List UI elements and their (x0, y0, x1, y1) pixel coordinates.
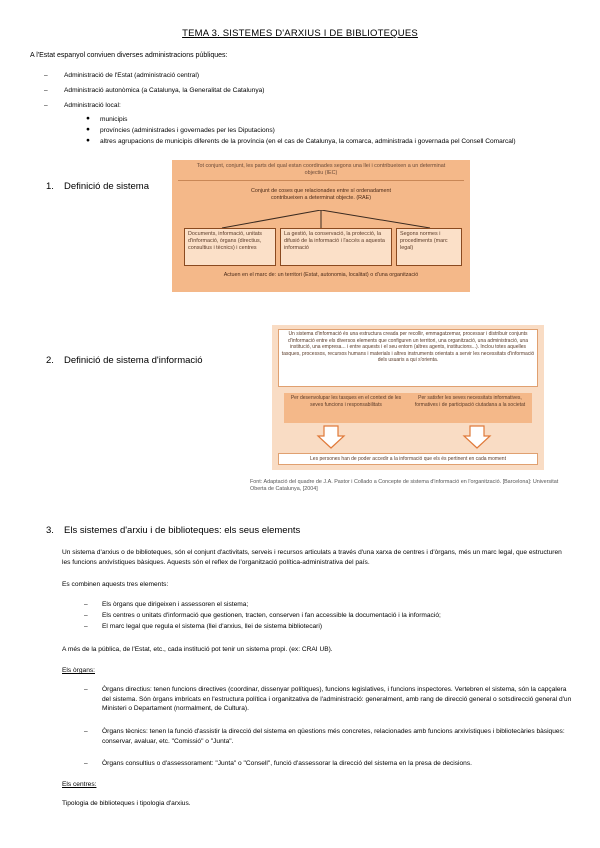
diagram-left-box: Per desenvolupar les tasques en el context de les seves funcions i responsabilitats (284, 393, 408, 423)
diagram-connectors (172, 210, 470, 230)
diagram-footer-text: Les persones han de poder accedir a la informació que els és pertinent en cada moment (278, 453, 538, 465)
own-system-note: A més de la pública, de l'Estat, etc., cada institució pot tenir un sistema propi. (ex: CRAI UB). (62, 646, 333, 653)
diagram-bottom-text: Actuen en el marc de: un territori (Estat, autonomia, localitat) o d'una organització (223, 272, 419, 278)
bullet-icon: ● (86, 137, 90, 144)
bullet-icon: ● (86, 126, 90, 133)
document-page: TEMA 3. SISTEMES D'ARXIUS I DE BIBLIOTEQUES A l'Estat espanyol conviuen diverses administracions públiques: – Administració de l'Estat (administració central) – Administració autonòmica (a Catalunya, la Generalitat de Catalunya) – Administració local: ● municipis ● províncies (administrades i governades per les Diputacions) ● altres agrupacions de municipis diferents de la província (en el cas de Catalunya, la comarca, administrada i governada pel Consell Comarcal) 1. Definició de sistema Tot conjunt, conjunt, les parts del qual estan coordinades segons una llei i contribueixen a un determinat objectiu (IEC) Conjunt de coses que relacionades entre sí ordenadament contribueixen a determinat objecte. (RAE) Documents, informació, unitats d'informació, òrgans (directius, consultius i tècnics) i centres La gestió, la conservació, la protecció, la difusió de la informació i l'accés a aquesta informació Segons normes i procediments (marc legal) Actuen en el marc de: un territori (Estat, autonomia, localitat) o d'una organització 2. Definició de sistema d'informació Un sistema d'informació és una estructura creada per recollir, emmagatzemar, processar i distribuir conjunts d'informació entre els diversos elements que configuren un territori, una organització, una administració, una institució, una empresa... i entre aquests i el seu entorn (altres agents, institucions...). Inclou totes aquelles tasques, processos, recursos humans i materials i altres instruments orientats a servir les necessitats d'informació dels usuaris a qui s'orienta. Per desenvolupar les tasques en el context de les seves funcions i responsabilitats Per satisfer les seves necessitats informatives, formatives i de participació ciutadana a la societat Les persones han de poder accedir a la informació que els és pertinent en cada moment Font: Adaptació del quadre de J.A. Pastor i Collado a Concepte de sistema d'informació en l'organització. [Barcelona]: Universitat Oberta de Catalunya, [2004] 3. Els sistemes d'arxiu i de biblioteques: els seus elements Un sistema d'arxius o de biblioteques, són el conjunt d'activitats, serveis i recursos articulats a través d'una xarxa de centres i d'òrgans, més un marc legal, que estructuren les funcions arxivístiques bàsiques. Aquests són el reflex de l'organització política-administrativa del país. Es combinen aquests tres elements: – Els òrgans que dirigeixen i assessoren el sistema; – Els centres o unitats d'informació que gestionen, tracten, conserven i fan accessible la documentació i la informació; – El marc legal que regula el sistema (llei d'arxius, llei de sistema bibliotecari) A més de la pública, de l'Estat, etc., cada institució pot tenir un sistema propi. (ex: CRAI UB). Els òrgans: – Òrgans directius: tenen funcions directives (coordinar, dissenyar polítiques), funcions legislatives, i funcions inspectores. Vertebren el sistema, són la capçalera del sistema. Són òrgans imbricats en l'estructura política i organitzativa de l'administració: generalment, amb rang de direcció general o sotsdirecció general d'un Ministeri o Departament (normalment, de Cultura). – Òrgans tècnics: tenen la funció d'assistir la direcció del sistema en qüestions més concretes, relacionades amb funcions arxivístiques i bibliotecàries bàsiques: conservar, avaluar, etc. "Comissió" o "Junta". – Òrgans consultius o d'assessorament: "Junta" o "Consell", funció d'assessorar la direcció del sistema en la presa de decisions. Els centres: Tipologia de biblioteques i tipologia d'arxius. (0, 0, 600, 848)
down-arrow-icon (316, 425, 346, 449)
organs-heading: Els òrgans: (62, 667, 95, 674)
diagram-box-elements: Documents, informació, unitats d'informació, òrgans (directius, consultius i tècnics) i centres (184, 228, 276, 266)
intro-text: A l'Estat espanyol conviuen diverses administracions públiques: (30, 52, 228, 59)
connector-line (321, 210, 430, 228)
diagram-top-text: Tot conjunt, conjunt, les parts del qual estan coordinades segons una llei i contribueixen a un determinat objectiu (IEC) (196, 163, 446, 176)
connector-line (222, 210, 321, 228)
diagram-box-norms: Segons normes i procediments (marc legal) (396, 228, 462, 266)
bullet-icon: ● (86, 115, 90, 122)
diagram-source-caption: Font: Adaptació del quadre de J.A. Pastor i Collado a Concepte de sistema d'informació en l'organització. [Barcelona]: Universitat Oberta de Catalunya, [2004] (250, 479, 559, 492)
section3-paragraph: Un sistema d'arxius o de biblioteques, són el conjunt d'activitats, serveis i recursos articulats a través d'una xarxa de centres i d'òrgans, més un marc legal, que estructuren les funcions arxivístiques bàsiques. Aquests són el reflex de l'organització política-administrativa del país. (62, 549, 562, 566)
page-title: TEMA 3. SISTEMES D'ARXIUS I DE BIBLIOTEQUES (182, 28, 418, 39)
divider (178, 180, 464, 181)
centres-heading: Els centres: (62, 781, 97, 788)
diagram-center-text: Conjunt de coses que relacionades entre sí ordenadament contribueixen a determinat objecte. (RAE) (251, 188, 391, 201)
down-arrow-icon (462, 425, 492, 449)
system-definition-diagram (172, 160, 470, 292)
diagram-box-functions: La gestió, la conservació, la protecció, la difusió de la informació i l'accés a aquesta informació (280, 228, 392, 266)
diagram-main-text: Un sistema d'informació és una estructura creada per recollir, emmagatzemar, processar i distribuir conjunts d'informació entre els diversos elements que configuren un territori, una organització, una administració, una institució, una empresa... i entre aquests i el seu entorn (altres agents, institucions...). Inclou totes aquelles tasques, processos, recursos humans i materials i altres instruments orientats a servir les necessitats d'informació dels usuaris a qui s'orienta. (278, 329, 538, 387)
elements-intro: Es combinen aquests tres elements: (62, 581, 169, 588)
information-system-diagram (272, 325, 544, 470)
centres-text: Tipologia de biblioteques i tipologia d'arxius. (62, 800, 191, 807)
diagram-right-box: Per satisfer les seves necessitats informatives, formatives i de participació ciutadana a la societat (408, 393, 532, 423)
